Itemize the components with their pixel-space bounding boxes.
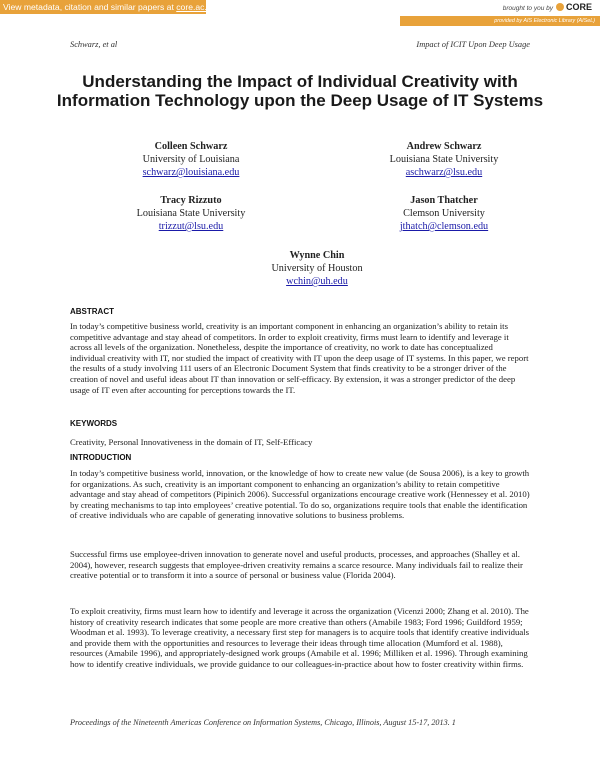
- author-name: Andrew Schwarz: [406, 141, 482, 152]
- author-affiliation: University of Louisiana: [142, 154, 240, 165]
- abstract-heading: ABSTRACT: [70, 307, 114, 316]
- author-block: [344, 140, 544, 179]
- author-email-link[interactable]: schwarz@louisiana.edu: [142, 167, 240, 178]
- author-block: [217, 249, 417, 288]
- core-logo-icon: [556, 3, 564, 11]
- abstract-text: In today’s competitive business world, creativity is an important component in enhancing an organization’s ability to retain its competitive advantage and stay ahead of competitors. In order to exploit creativity, firms must learn to identify and leverage it across all levels of the organization. Nonetheless, despite the importance of creativity, no work to date has conceptualized individual creativity with IT, nor studied the impact of creativity with IT upon the deep usage of IT systems. In this paper, we report the results of a study involving 111 users of an Electronic Document System that finds creativity to be a stronger driver of the creation of novel and useful ideas about IT than innovation or self-efficacy. By extension, it was a stronger predictor of the deep usage of IT even after accounting for perceptions towards the IT.: [70, 321, 529, 395]
- core-link-site[interactable]: core.ac.uk: [176, 2, 216, 12]
- core-metadata-link[interactable]: [0, 0, 216, 14]
- introduction-heading: INTRODUCTION: [70, 453, 132, 462]
- author-email-link[interactable]: aschwarz@lsu.edu: [405, 167, 483, 178]
- author-email-link[interactable]: jthatch@clemson.edu: [399, 221, 489, 232]
- author-block: [344, 194, 544, 233]
- intro-paragraph-2: Successful firms use employee-driven innovation to generate novel and useful products, processes, and approaches (Shalley et al. 2004), however, research suggests that employee-driven creativity remains a scarce resource. Many individuals fail to realize their creative potential or to transform it into a source of personal or business value (Florida 2004).: [70, 549, 523, 581]
- keywords-text: Creativity, Personal Innovativeness in the domain of IT, Self-Efficacy: [70, 437, 313, 447]
- author-email-link[interactable]: wchin@uh.edu: [286, 276, 348, 287]
- keywords-heading: KEYWORDS: [70, 419, 118, 428]
- author-email-link[interactable]: trizzut@lsu.edu: [158, 221, 224, 232]
- author-block: [91, 194, 291, 233]
- author-affiliation: Louisiana State University: [136, 208, 246, 219]
- author-name: Wynne Chin: [289, 250, 345, 261]
- core-link-text: View metadata, citation and similar papers at: [3, 2, 174, 12]
- intro-paragraph-1: In today’s competitive business world, innovation, or the knowledge of how to create new value (de Sousa 2006), is a key to growth for organizations. As such, creativity is an important component to enhancing an organization’s ability to retain competitive advantage and stay ahead of competitors (Pipinich 2006). Successful organizations encourage creative work (Hennessey et al. 2010) by creating mechanisms to tap into employees’ creative potential. To do so, organizations require tools that enable the identification of creative individuals who are capable of generating innovative solutions to business problems.: [70, 468, 530, 521]
- core-logo[interactable]: [556, 2, 592, 12]
- author-affiliation: Louisiana State University: [389, 154, 499, 165]
- core-logo-text: CORE: [565, 2, 592, 12]
- core-banner: [0, 0, 600, 14]
- author-name: Jason Thatcher: [410, 195, 478, 206]
- author-name: Tracy Rizzuto: [160, 195, 222, 206]
- brought-to-you: [503, 2, 592, 12]
- provided-by[interactable]: provided by AIS Electronic Library (AISeL): [400, 16, 600, 26]
- paper-title: Understanding the Impact of Individual Creativity with Information Technology upon the Deep Usage of IT Systems: [56, 72, 544, 110]
- page-footer: Proceedings of the Nineteenth Americas Conference on Information Systems, Chicago, Illinois, August 15-17, 2013. 1: [70, 718, 456, 727]
- brought-text: brought to you by: [502, 5, 553, 12]
- author-block: [91, 140, 291, 179]
- author-affiliation: University of Houston: [271, 263, 363, 274]
- running-header-right: Impact of ICIT Upon Deep Usage: [416, 40, 530, 49]
- running-header-left: Schwarz, et al: [70, 40, 118, 49]
- author-affiliation: Clemson University: [403, 208, 485, 219]
- author-name: Colleen Schwarz: [154, 141, 228, 152]
- intro-paragraph-3: To exploit creativity, firms must learn how to identify and leverage it across the organization (Vicenzi 2000; Zhang et al. 2010). The history of creativity research indicates that some people are more creative than others (Amabile 1983; Ford 1996; Guildford 1959; Woodman et al. 1993). To leverage creativity, a necessary first step for managers is to acquire tools that identify creative individuals and provide them with the opportunities and resources to leverage their ideas through time allocation (Mumford et al. 1988), resources (Amabile 1996), and appropriately-designed work groups (Amabile et al. 1996; Milliken et al. 1996). Through examining how to identify creative individuals, we provide guidance to our colleagues-in-practice about how to foster creativity within firms.: [70, 606, 529, 669]
